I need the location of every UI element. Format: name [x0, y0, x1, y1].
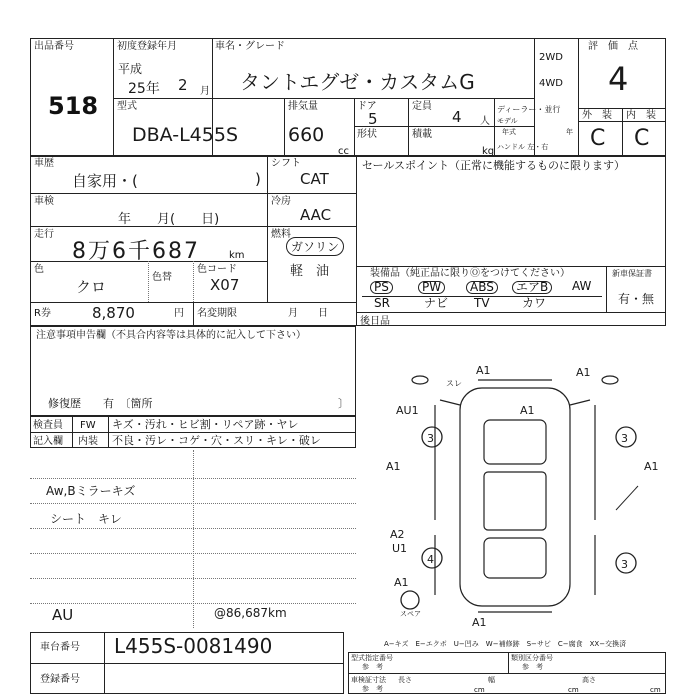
capacity-value: 4	[452, 108, 462, 126]
diagram-mark-right-door: A1	[644, 460, 659, 473]
shape-label: 形状	[357, 129, 377, 140]
equipment-sr: SR	[374, 296, 390, 310]
transfer-label: 名変期限	[197, 308, 237, 319]
shift-value: CAT	[300, 170, 329, 188]
history-value: 自家用・(	[72, 172, 138, 190]
sales-point-label: セールスポイント（正常に機能するものに限ります）	[362, 159, 626, 172]
inspector-label-2: 記入欄	[33, 436, 63, 447]
length-unit: cm	[474, 686, 485, 694]
diagram-mark-rear: A1	[472, 616, 487, 629]
diagram-mark-rub: スレ	[446, 379, 462, 388]
inspector-interior: 内装	[78, 436, 98, 447]
inspector-row2-text: 不良・汚レ・コゲ・穴・スリ・キレ・破レ	[112, 434, 321, 447]
interior-grade: C	[634, 126, 650, 151]
dealer-label: ディーラー・並行	[497, 105, 561, 114]
color-label: 色	[34, 264, 44, 275]
diagram-mark-rl-wheel: 4	[427, 553, 434, 566]
category-label: 類別区分番号	[511, 654, 553, 662]
equipment-ps: PS	[370, 281, 393, 294]
exterior-label: 外 装	[582, 110, 612, 121]
drive-2wd: 2WD	[539, 52, 563, 63]
car-name-label: 車名・グレード	[215, 41, 285, 52]
diagram-mark-hood: A1	[520, 404, 535, 417]
diagram-mark-rear-corner: A1	[394, 576, 409, 589]
equipment-navi: ナビ	[424, 296, 449, 310]
registration-month: 2	[178, 76, 188, 94]
history-label: 車歴	[34, 158, 54, 169]
type-reference: 参 考	[362, 663, 383, 671]
doors-value: 5	[368, 110, 378, 128]
color-change-label: 色替	[152, 272, 172, 283]
rear-items-label: 後日品	[360, 316, 390, 327]
category-reference: 参 考	[522, 663, 543, 671]
diagram-mark-fl-wheel: 3	[427, 432, 434, 445]
mileage-label: 走行	[34, 229, 54, 240]
diagram-mark-rear-left-u1: U1	[392, 542, 408, 555]
inspector-fw: FW	[80, 420, 96, 431]
repair-history-close: 〕	[338, 397, 349, 410]
height-unit: cm	[650, 686, 661, 694]
dimension-reference: 参 考	[362, 685, 383, 693]
exterior-grade: C	[590, 126, 606, 151]
equipment-abs: ABS	[466, 281, 498, 294]
diagram-mark-front: A1	[476, 364, 491, 377]
history-close: )	[255, 170, 261, 188]
color-code-label: 色コード	[197, 264, 237, 275]
mileage-value: 8万6千687	[72, 239, 200, 264]
ac-value: AAC	[300, 206, 332, 224]
color-value: クロ	[76, 278, 107, 296]
car-name: タントエグゼ・カスタムG	[240, 70, 475, 94]
era: 平成	[118, 62, 143, 76]
registration-year: 25年	[128, 81, 160, 97]
inspector-row1-text: キズ・汚れ・ヒビ割・リペア跡・ヤレ	[112, 418, 299, 431]
dimension-label: 車検証寸法	[351, 676, 386, 684]
registration-number-label: 登録番号	[40, 674, 80, 685]
diagram-mark-spare: スペア	[400, 610, 421, 618]
diagram-mark-fr-wheel: 3	[621, 432, 628, 445]
notes-label: 注意事項申告欄（不具合内容等は具体的に記入して下さい）	[36, 330, 306, 341]
width-unit: cm	[568, 686, 579, 694]
km-unit: km	[229, 250, 245, 261]
height-label: 高さ	[582, 676, 596, 684]
ac-label: 冷房	[271, 196, 291, 207]
fuel-value: ガソリン	[286, 237, 344, 256]
chassis-number: L455S-0081490	[114, 634, 273, 658]
repair-history-label: 修復歴 有 〔箇所	[48, 397, 153, 410]
kg-unit: kg	[482, 146, 495, 157]
yen-unit: 円	[174, 308, 184, 319]
diagram-mark-left-door: A1	[386, 460, 401, 473]
length-label: 長さ	[398, 676, 412, 684]
shift-label: シフト	[271, 158, 301, 169]
model-year-unit: 年式	[502, 128, 516, 136]
equipment-leather: カワ	[522, 296, 547, 310]
remark-mileage: @86,687km	[214, 606, 287, 620]
recycle-value: 8,870	[92, 304, 135, 322]
header-frame	[30, 38, 666, 156]
diagram-mark-rr-wheel: 3	[621, 558, 628, 571]
chassis-label: 車台番号	[40, 642, 80, 653]
inspection-label: 車検	[34, 196, 54, 207]
inspection-value: 年 月( 日)	[118, 212, 220, 227]
type-designation-label: 型式指定番号	[351, 654, 393, 662]
diagram-legend: A−キズ E−エクボ U−凹み W−補修跡 S−サビ C−腐食 XX−交換済	[384, 640, 627, 648]
equipment-aw: AW	[572, 279, 592, 293]
model-label: 型式	[117, 101, 137, 112]
cc-unit: cc	[338, 146, 349, 157]
year-unit: 年	[566, 128, 573, 136]
score-label: 評 価 点	[588, 41, 638, 52]
transfer-value: 月 日	[288, 308, 328, 319]
equipment-label: 装備品（純正品に限りⓄをつけてください）	[370, 268, 570, 279]
model-year-label: モデル	[497, 117, 518, 125]
diagram-mark-front-right: A1	[576, 366, 591, 379]
lot-number-label: 出品番号	[34, 41, 74, 52]
equipment-airbag: エアB	[512, 281, 552, 294]
fuel-light-oil: 軽 油	[290, 264, 330, 279]
model-code: DBA-L455S	[132, 124, 239, 146]
remark-au: AU	[52, 606, 74, 624]
equipment-pw: PW	[418, 281, 445, 294]
first-registration-label: 初度登録年月	[117, 41, 177, 52]
person-unit: 人	[480, 116, 490, 127]
diagram-mark-rear-left-a2: A2	[390, 528, 405, 541]
fuel-label: 燃料	[271, 229, 291, 240]
remark-seat-tear: シート キレ	[50, 512, 122, 526]
diagram-mark-front-left: AU1	[396, 404, 419, 417]
car-damage-diagram	[380, 360, 670, 630]
drive-4wd: 4WD	[539, 78, 563, 89]
width-label: 幅	[488, 676, 495, 684]
doors-label: ドア	[357, 101, 377, 112]
warranty-value: 有・無	[618, 292, 655, 306]
interior-label: 内 装	[626, 110, 656, 121]
inspector-label-1: 検査員	[33, 420, 63, 431]
equipment-grid	[362, 279, 602, 311]
lot-number: 518	[48, 92, 99, 120]
score-value: 4	[608, 60, 629, 98]
month-unit: 月	[200, 86, 210, 97]
handle-label: ハンドル 左・右	[497, 143, 549, 151]
displacement-label: 排気量	[288, 101, 318, 112]
recycle-label: R券	[34, 308, 51, 319]
equipment-tv: TV	[474, 296, 490, 310]
warranty-label: 新車保証書	[612, 269, 652, 278]
capacity-label: 定員	[412, 101, 432, 112]
displacement-value: 660	[288, 124, 325, 146]
color-code-value: X07	[210, 276, 240, 294]
remark-mirror-scratch: Aw,Bミラーキズ	[46, 484, 136, 498]
load-label: 積載	[412, 129, 432, 140]
